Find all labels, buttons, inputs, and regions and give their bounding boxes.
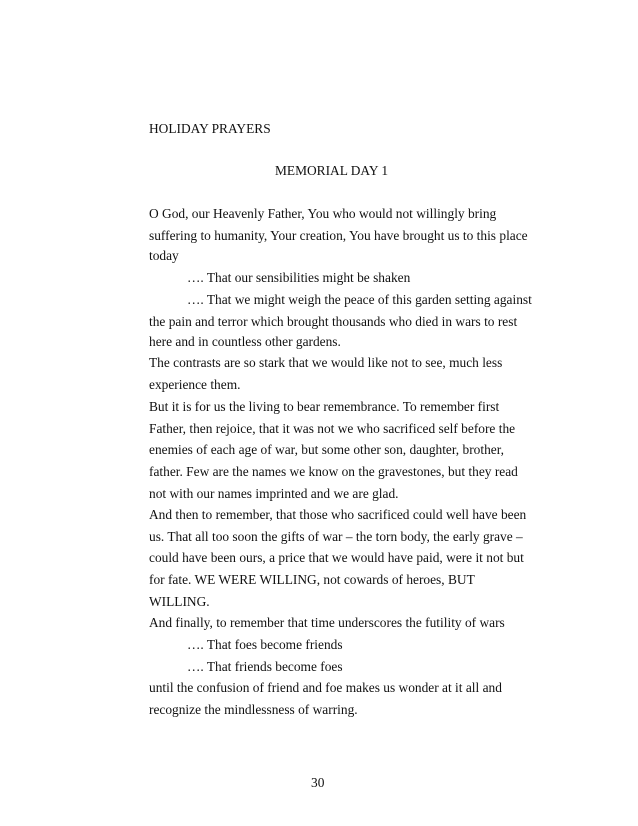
body-line-indented: …. That foes become friends [187,637,343,652]
body-line-indented: …. That friends become foes [187,659,343,674]
body-line-indented: …. That we might weigh the peace of this garden setting against [187,292,532,307]
body-line: O God, our Heavenly Father, You who would not willingly bring [149,206,497,221]
page-number: 30 [311,775,325,790]
body-line: experience them. [149,377,241,392]
body-line: WILLING. [149,594,210,609]
prayer-title: MEMORIAL DAY 1 [275,163,389,178]
body-line-indented: …. That our sensibilities might be shaken [187,270,411,285]
body-line: not with our names imprinted and we are glad. [149,486,399,501]
body-line: for fate. WE WERE WILLING, not cowards of heroes, BUT [149,572,475,587]
body-line: today [149,248,179,263]
body-line: could have been ours, a price that we would have paid, were it not but [149,550,524,565]
body-line: suffering to humanity, Your creation, You have brought us to this place [149,228,528,243]
body-line: father. Few are the names we know on the gravestones, but they read [149,464,518,479]
body-line: here and in countless other gardens. [149,334,341,349]
section-title: HOLIDAY PRAYERS [149,121,271,136]
body-line: And finally, to remember that time underscores the futility of wars [149,615,505,630]
body-line: But it is for us the living to bear remembrance. To remember first [149,399,500,414]
body-line: recognize the mindlessness of warring. [149,702,358,717]
body-line: until the confusion of friend and foe makes us wonder at it all and [149,680,502,695]
body-line: The contrasts are so stark that we would like not to see, much less [149,355,503,370]
body-line: enemies of each age of war, but some other son, daughter, brother, [149,442,504,457]
body-line: Father, then rejoice, that it was not we who sacrificed self before the [149,421,516,436]
body-line: And then to remember, that those who sacrificed could well have been [149,507,527,522]
body-line: us. That all too soon the gifts of war – the torn body, the early grave – [149,529,523,544]
body-line: the pain and terror which brought thousands who died in wars to rest [149,314,518,329]
